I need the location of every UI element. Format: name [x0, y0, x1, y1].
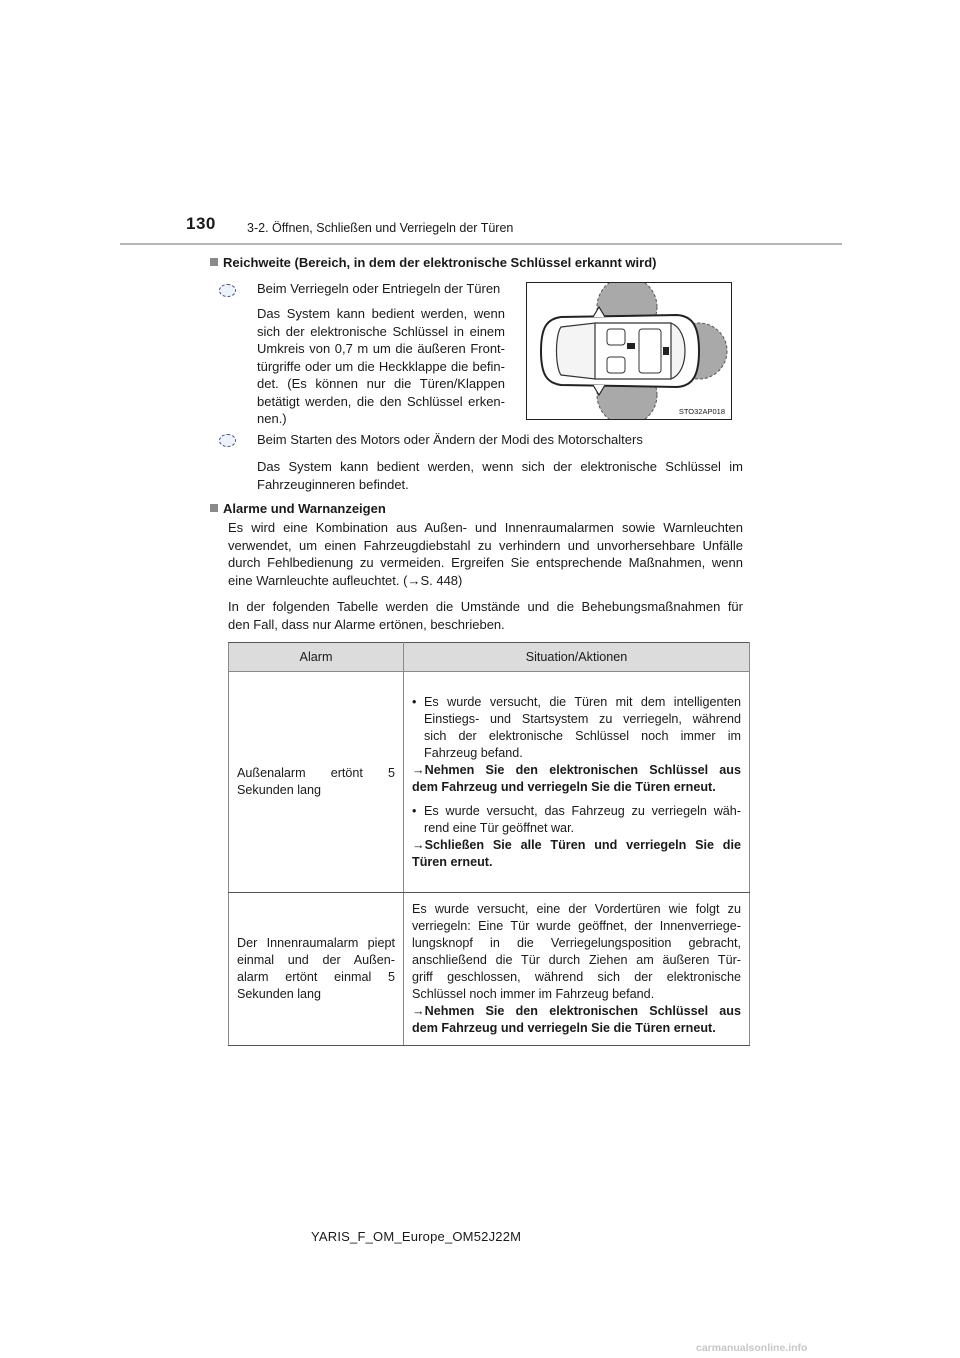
text-line: den Fall, dass nur Alarme ertönen, beschrieben. [228, 616, 505, 632]
table-row [229, 672, 750, 893]
detection-range-figure [526, 282, 732, 420]
text-line: durch Fehlbedienung zu vermeiden. Ergreifen Sie entsprechende Maßnahmen, wenn [228, 555, 743, 570]
situation-cell [404, 893, 750, 1046]
column-header-situation: Situation/Aktionen [404, 643, 750, 672]
text-line: In der folgenden Tabelle werden die Umstände und die Behebungsmaßnahmen für [228, 599, 743, 614]
text-line: anschließend die Tür durch Ziehen am äußeren Tür- [412, 953, 741, 967]
section-title: Alarme und Warnanzeigen [223, 501, 386, 516]
table-intro-paragraph [228, 598, 743, 633]
square-bullet-icon [210, 504, 218, 512]
situation-text [412, 901, 741, 1003]
text-line: sich der elektronische Schlüssel noch immer im [424, 728, 741, 743]
list-item [412, 694, 741, 762]
bullet: • [412, 694, 417, 709]
text-line: rend eine Tür geöffnet war. [424, 820, 575, 835]
section-title: Reichweite (Bereich, in dem der elektronische Schlüssel erkannt wird) [223, 255, 657, 270]
page-number: 130 [186, 214, 216, 233]
section-heading-range [210, 255, 656, 270]
text-line: Außenalarm ertönt 5 [237, 766, 395, 780]
action-text [412, 1003, 741, 1037]
table-header-row [229, 643, 750, 672]
text-line: lungsknopf in die Verriegelungsposition gebracht, [412, 936, 741, 950]
table-row [229, 893, 750, 1046]
text-line: dem Fahrzeug und verriegeln Sie die Türen erneut. [412, 1021, 716, 1035]
alarm-cell [229, 893, 404, 1046]
situation-cell [404, 672, 750, 893]
text-line: eine Warnleuchte aufleuchtet. (→S. 448) [228, 572, 463, 588]
text-line: Es wird eine Kombination aus Außen- und Innenraumalarmen sowie Warnleuchten [228, 520, 743, 535]
figure-code: STO32AP018 [678, 407, 725, 416]
step-marker-icon [219, 284, 236, 297]
text-line: nen.) [257, 411, 287, 426]
text-line: griff geschlossen, während sich der elektronische [412, 970, 741, 984]
text-line: Es wurde versucht, eine der Vordertüren wie folgt zu [412, 902, 741, 916]
item-description [257, 458, 743, 493]
intro-paragraph [228, 519, 743, 589]
alarm-table [228, 642, 750, 1046]
car-range-illustration [527, 283, 731, 419]
text-line: türgriffe oder um die Heckklappe die befin- [257, 358, 505, 374]
text-line: Fahrzeuginneren befindet. [257, 476, 409, 492]
text-line: Es wurde versucht, das Fahrzeug zu verriegeln wäh- [424, 803, 741, 818]
text-line: Schlüssel noch immer im Fahrzeug befand. [412, 987, 655, 1001]
document-id: YARIS_F_OM_Europe_OM52J22M [311, 1229, 522, 1244]
column-header-alarm: Alarm [229, 643, 404, 672]
section-heading-alarms [210, 501, 386, 516]
text-line: Einstiegs- und Startsystem zu verriegeln, während [424, 711, 741, 726]
text-line: →Schließen Sie alle Türen und verriegeln Sie die [412, 837, 741, 852]
text-line: alarm ertönt einmal 5 [237, 970, 395, 984]
text-line: det. (Es können nur die Türen/Klappen [257, 376, 505, 391]
windshield [557, 323, 596, 379]
step-marker-icon [219, 434, 236, 447]
text-line: sich der elektronische Schlüssel in einem [257, 323, 505, 339]
text-line: →Nehmen Sie den elektronischen Schlüssel aus [412, 1004, 741, 1018]
rear-seat [639, 329, 661, 373]
text-line: Sekunden lang [237, 987, 322, 1001]
text-line: verwendet, um einen Fahrzeugdiebstahl zu verhindern und unvorhersehbare Unfälle [228, 537, 743, 553]
text-line: dem Fahrzeug und verriegeln Sie die Türen erneut. [412, 779, 716, 794]
text-line: Türen erneut. [412, 854, 493, 869]
text-line: Umkreis von 0,7 m um die äußeren Front- [257, 341, 505, 356]
front-seat-left [607, 329, 625, 345]
item-title: Beim Verriegeln oder Entriegeln der Türen [257, 281, 501, 296]
header-divider [120, 243, 842, 245]
bullet: • [412, 803, 417, 818]
front-seat-right [607, 357, 625, 373]
list-item [412, 803, 741, 837]
text-line: Es wurde versucht, die Türen mit dem intelligenten [424, 694, 741, 709]
square-bullet-icon [210, 258, 218, 266]
watermark-link[interactable]: carmanualsonline.info [696, 1342, 808, 1354]
chapter-title: 3-2. Öffnen, Schließen und Verriegeln der Türen [247, 221, 514, 235]
text-line: Fahrzeug befand. [424, 745, 523, 760]
action-text [412, 837, 741, 871]
text-line: →Nehmen Sie den elektronischen Schlüssel aus [412, 762, 741, 777]
text-line: Der Innenraumalarm piept [237, 936, 395, 950]
text-line: verriegeln: Eine Tür wurde geöffnet, der Innenverriege- [412, 919, 741, 933]
text-line: Das System kann bedient werden, wenn sich der elektronische Schlüssel im [257, 459, 743, 474]
text-line: einmal und der Außen- [237, 953, 395, 967]
text-line: betätigt werden, die den Schlüssel erken- [257, 393, 505, 409]
text-line: Das System kann bedient werden, wenn [257, 306, 505, 321]
alarm-cell [229, 672, 404, 893]
item-description [257, 305, 505, 428]
text-line: Sekunden lang [237, 783, 322, 797]
item-title: Beim Starten des Motors oder Ändern der Modi des Motorschalters [257, 432, 643, 447]
action-text [412, 762, 741, 796]
